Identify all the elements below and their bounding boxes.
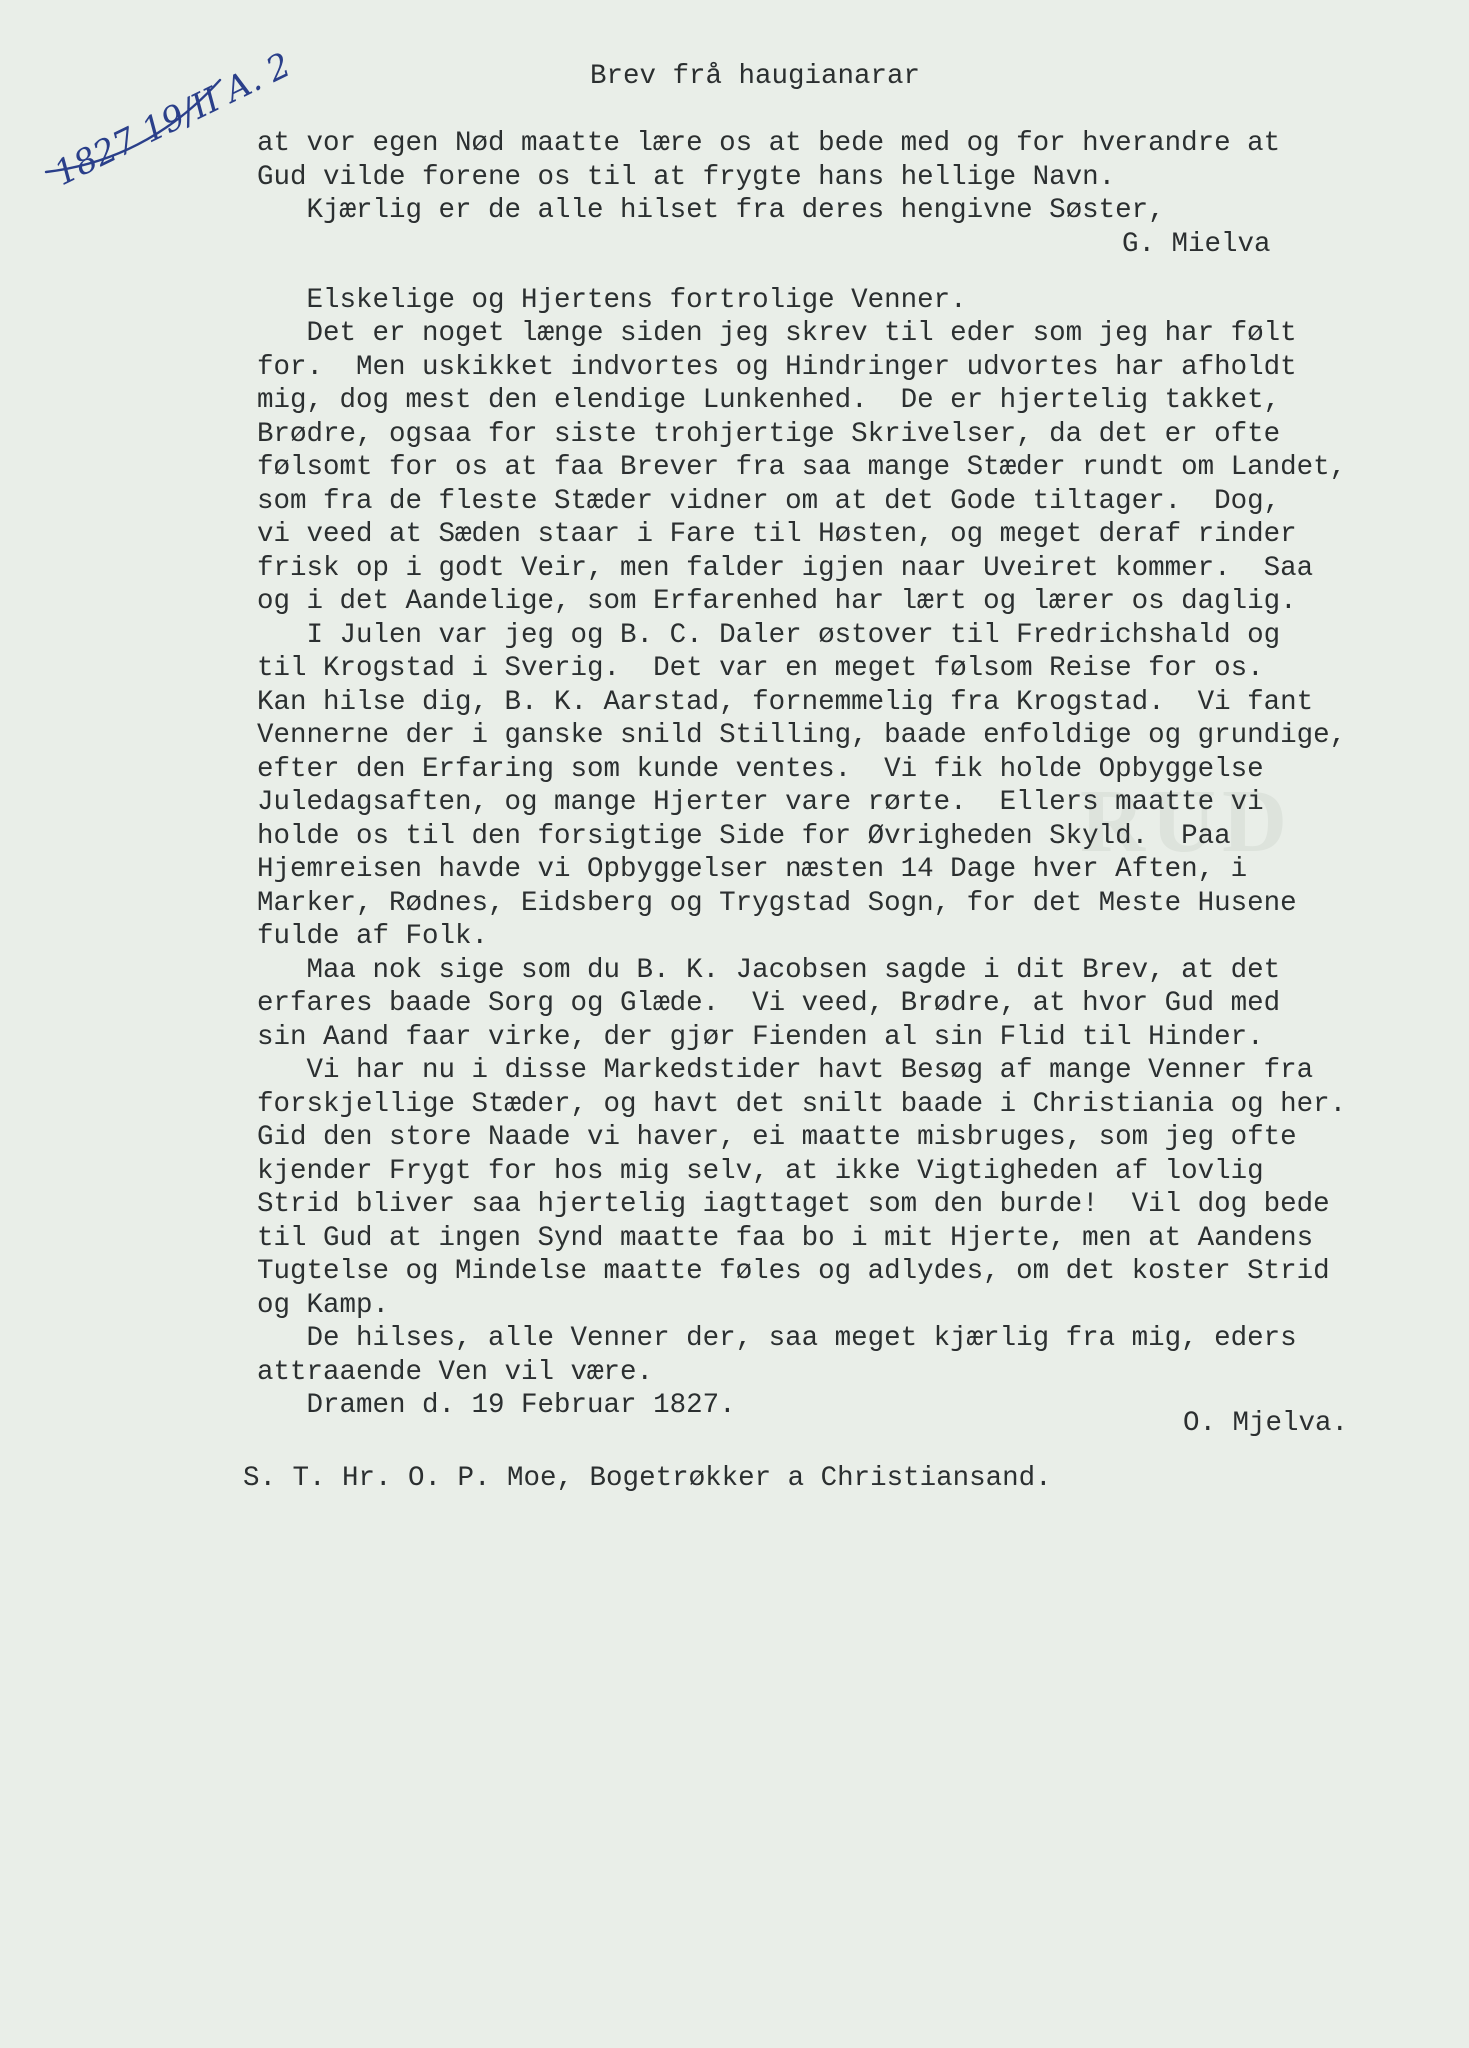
handwritten-annotation <box>38 40 298 194</box>
text-line: for. Men uskikket indvortes og Hindringer udvortes har afholdt <box>257 352 1297 383</box>
text-line: Vennerne der i ganske snild Stilling, baade enfoldige og grundige, <box>257 720 1347 751</box>
text-line: fulde af Folk. <box>257 921 489 952</box>
text-line: til Krogstad i Sverig. Det var en meget følsom Reise for os. <box>257 653 1264 684</box>
text-line: sin Aand faar virke, der gjør Fienden al sin Flid til Hinder. <box>257 1022 1264 1053</box>
text-line: S. T. Hr. O. P. Moe, Bogetrøkker a Christiansand. <box>243 1463 1052 1494</box>
text-line: Juledagsaften, og mange Hjerter vare rørte. Ellers maatte vi <box>257 787 1264 818</box>
text-line: som fra de fleste Stæder vidner om at det Gode tiltager. Dog, <box>257 486 1281 517</box>
text-line: attraaende Ven vil være. <box>257 1357 654 1388</box>
text-line: forskjellige Stæder, og havt det snilt baade i Christiania og her. <box>257 1089 1347 1120</box>
text-line: Vi har nu i disse Markedstider havt Besøg af mange Venner fra <box>257 1055 1314 1086</box>
text-line: Hjemreisen havde vi Opbyggelser næsten 14 Dage hver Aften, i <box>257 854 1248 885</box>
text-line: til Gud at ingen Synd maatte faa bo i mit Hjerte, men at Aandens <box>257 1223 1314 1254</box>
text-line: Det er noget længe siden jeg skrev til eder som jeg har følt <box>257 318 1297 349</box>
text-line: Brødre, ogsaa for siste trohjertige Skrivelser, da det er ofte <box>257 419 1281 450</box>
text-line: Dramen d. 19 Februar 1827. <box>257 1390 736 1421</box>
text-line: Elskelige og Hjertens fortrolige Venner. <box>257 285 967 316</box>
text-line: at vor egen Nød maatte lære os at bede med og for hverandre at <box>257 128 1281 159</box>
text-line: og i det Aandelige, som Erfarenhed har lært og lærer os daglig. <box>257 586 1297 617</box>
page-header: Brev frå haugianarar <box>590 61 921 92</box>
text-line: Kan hilse dig, B. K. Aarstad, fornemmelig fra Krogstad. Vi fant <box>257 687 1314 718</box>
text-line: mig, dog mest den elendige Lunkenhed. De er hjertelig takket, <box>257 385 1281 416</box>
text-line: kjender Frygt for hos mig selv, at ikke Vigtigheden af lovlig <box>257 1156 1264 1187</box>
show-through-watermark: RUD <box>1080 772 1293 871</box>
annotation-text: 1827 19/II A. 2 <box>48 45 298 194</box>
text-line: frisk op i godt Veir, men falder igjen naar Uveiret kommer. Saa <box>257 553 1314 584</box>
text-line: vi veed at Sæden staar i Fare til Høsten, og meget deraf rinder <box>257 519 1297 550</box>
text-line: erfares baade Sorg og Glæde. Vi veed, Brødre, at hvor Gud med <box>257 988 1281 1019</box>
text-line: I Julen var jeg og B. C. Daler østover til Fredrichshald og <box>257 620 1281 651</box>
text-line: følsomt for os at faa Brever fra saa mange Stæder rundt om Landet, <box>257 452 1347 483</box>
text-line: Kjærlig er de alle hilset fra deres hengivne Søster, <box>257 195 1165 226</box>
text-line: G. Mielva <box>1122 229 1271 260</box>
text-line: Gud vilde forene os til at frygte hans hellige Navn. <box>257 162 1116 193</box>
text-line: Tugtelse og Mindelse maatte føles og adlydes, om det koster Strid <box>257 1256 1330 1287</box>
text-line: efter den Erfaring som kunde ventes. Vi fik holde Opbyggelse <box>257 754 1264 785</box>
text-line: O. Mjelva. <box>1183 1408 1349 1439</box>
text-line: Gid den store Naade vi haver, ei maatte misbruges, som jeg ofte <box>257 1122 1297 1153</box>
text-line: holde os til den forsigtige Side for Øvrigheden Skyld. Paa <box>257 821 1231 852</box>
text-line: Strid bliver saa hjertelig iagttaget som den burde! Vil dog bede <box>257 1189 1330 1220</box>
text-line: Maa nok sige som du B. K. Jacobsen sagde i dit Brev, at det <box>257 955 1281 986</box>
text-line: og Kamp. <box>257 1290 390 1321</box>
text-line: De hilses, alle Venner der, saa meget kjærlig fra mig, eders <box>257 1323 1297 1354</box>
text-line: Marker, Rødnes, Eidsberg og Trygstad Sogn, for det Meste Husene <box>257 888 1297 919</box>
